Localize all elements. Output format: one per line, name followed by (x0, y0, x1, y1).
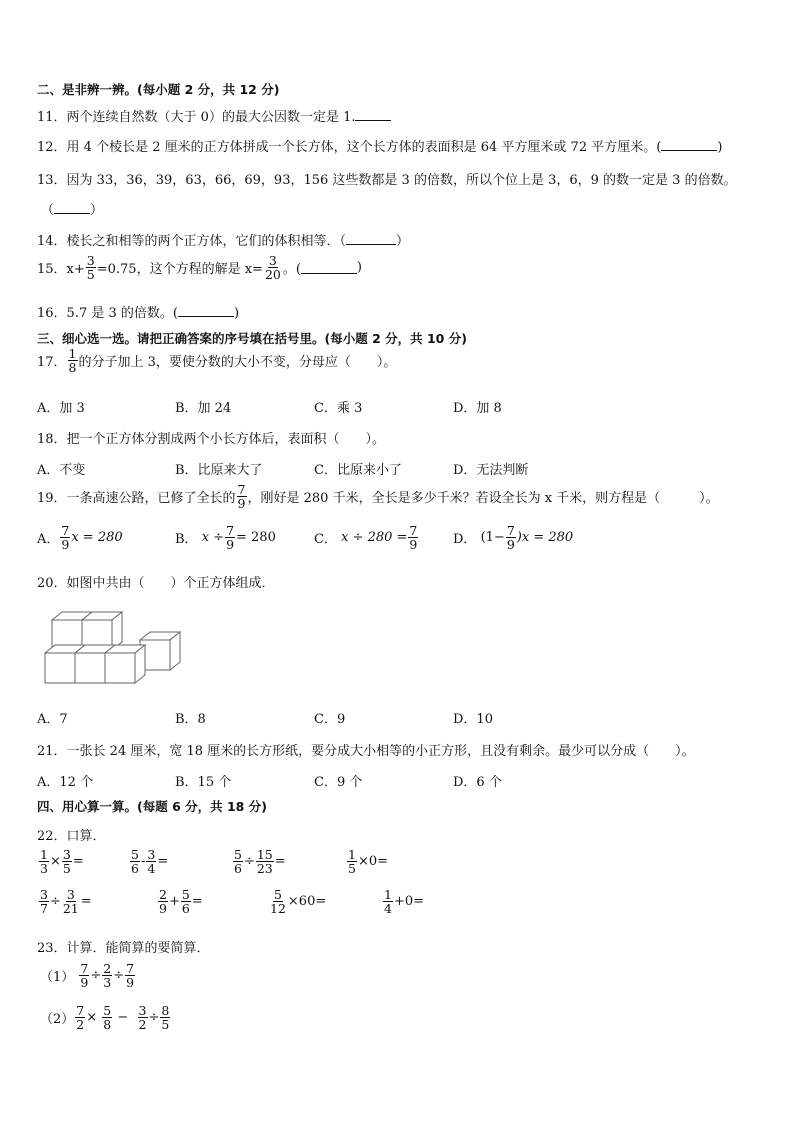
question-13-answer: （ ） (41, 203, 104, 218)
mental-calc-item: $\frac{5}{12}$ ×60= (270, 887, 327, 917)
option-17-b[interactable]: B．加 24 (175, 401, 232, 416)
question-20: 20．如图中共由（ ）个正方体组成． (37, 576, 275, 591)
option-20-a[interactable]: A．7 (37, 712, 68, 727)
option-19-c[interactable]: C． x ÷ 280 = $\frac{7}{9}$ (314, 523, 418, 553)
question-21: 21．一张长 24 厘米，宽 18 厘米的长方形纸，要分成大小相等的小正方形，且没有剩余。最少可以分成（ ）。 (37, 744, 695, 759)
option-18-d[interactable]: D．无法判断 (453, 463, 529, 478)
option-18-c[interactable]: C．比原来小了 (314, 463, 402, 478)
option-21-b[interactable]: B．15 个 (175, 775, 232, 790)
option-19-a[interactable]: A． $\frac{7}{9}$ x = 280 (37, 523, 123, 553)
fraction: $\frac{1}{8}$ (68, 346, 77, 376)
section-4-heading: 四、用心算一算。(每题 6 分，共 18 分) (37, 799, 267, 814)
answer-blank-12[interactable] (661, 138, 717, 151)
option-18-a[interactable]: A．不变 (37, 463, 86, 478)
question-15: 15．x+ $\frac{3}{5}$ =0.75，这个方程的解是 x= $\frac{3}{20}$ 。( ) (37, 253, 362, 283)
mental-calc-item: $\frac{5}{6}$ - $\frac{3}{4}$ = (131, 847, 169, 877)
question-11: 11．两个连续自然数（大于 0）的最大公因数一定是 1. (37, 106, 391, 125)
answer-blank-15[interactable] (301, 261, 357, 274)
mental-calc-item: $\frac{3}{7}$ ÷ $\frac{3}{21}$ = (40, 887, 92, 917)
mental-calc-item: $\frac{1}{4}$ +0= (384, 887, 425, 917)
cube-figure (40, 610, 190, 690)
answer-blank-13[interactable] (54, 201, 90, 214)
option-17-d[interactable]: D．加 8 (453, 401, 502, 416)
mental-calc-item: $\frac{1}{5}$ ×0= (348, 847, 389, 877)
question-23: 23．计算．能简算的要简算． (37, 941, 210, 956)
option-17-a[interactable]: A．加 3 (37, 401, 85, 416)
mental-calc-item: $\frac{2}{9}$ + $\frac{5}{6}$ = (159, 887, 203, 917)
option-20-b[interactable]: B．8 (175, 712, 206, 727)
fraction: $\frac{3}{20}$ (264, 253, 281, 283)
calc-problem-2: （2） $\frac{7}{2}$ × $\frac{5}{8}$ − $\frac{3}{2}$ ÷ $\frac{8}{5}$ (40, 1003, 170, 1033)
option-21-a[interactable]: A．12 个 (37, 775, 94, 790)
mental-calc-item: $\frac{1}{3}$ × $\frac{3}{5}$ = (40, 847, 84, 877)
option-17-c[interactable]: C．乘 3 (314, 401, 363, 416)
question-14: 14．棱长之和相等的两个正方体，它们的体积相等．（ ） (37, 234, 410, 249)
question-16: 16．5.7 是 3 的倍数。( ) (37, 306, 240, 321)
calc-problem-1: （1） $\frac{7}{9}$ ÷ $\frac{2}{3}$ ÷ $\frac{7}{9}$ (40, 961, 135, 991)
option-20-c[interactable]: C．9 (314, 712, 346, 727)
section-2-heading: 二、是非辨一辨。(每小题 2 分，共 12 分) (37, 82, 280, 97)
answer-blank-14[interactable] (346, 232, 396, 245)
mental-calc-item: $\frac{5}{6}$ ÷ $\frac{15}{23}$ = (234, 847, 286, 877)
question-19: 19．一条高速公路，已修了全长的 $\frac{7}{9}$ ，刚好是 280 千米，全长是多少千米？若设全长为 x 千米，则方程是（ ）。 (37, 482, 719, 512)
question-13: 13．因为 33，36，39，63，66，69，93，156 这些数都是 3 的倍数，所以个位上是 3，6，9 的数一定是 3 的倍数。 (37, 173, 737, 188)
answer-blank-16[interactable] (178, 304, 234, 317)
option-19-d[interactable]: D． (1− $\frac{7}{9}$ )x = 280 (453, 523, 574, 553)
question-12: 12．用 4 个棱长是 2 厘米的正方体拼成一个长方体，这个长方体的表面积是 64 平方厘米或 72 平方厘米。( ) (37, 140, 723, 155)
option-21-d[interactable]: D．6 个 (453, 775, 502, 790)
section-3-heading: 三、细心选一选。请把正确答案的序号填在括号里。(每小题 2 分，共 10 分) (37, 331, 467, 346)
question-17: 17． $\frac{1}{8}$ 的分子加上 3，要使分数的大小不变，分母应（ ）。 (37, 346, 397, 376)
option-20-d[interactable]: D．10 (453, 712, 493, 727)
option-18-b[interactable]: B．比原来大了 (175, 463, 263, 478)
fraction: $\frac{7}{9}$ (237, 482, 246, 512)
option-19-b[interactable]: B． x ÷ $\frac{7}{9}$ = 280 (175, 523, 276, 553)
question-18: 18．把一个正方体分割成两个小长方体后，表面积（ ）。 (37, 432, 386, 447)
question-22: 22．口算． (37, 829, 106, 844)
option-21-c[interactable]: C．9 个 (314, 775, 363, 790)
fraction: $\frac{3}{5}$ (86, 253, 95, 283)
answer-blank-11[interactable] (355, 108, 391, 121)
